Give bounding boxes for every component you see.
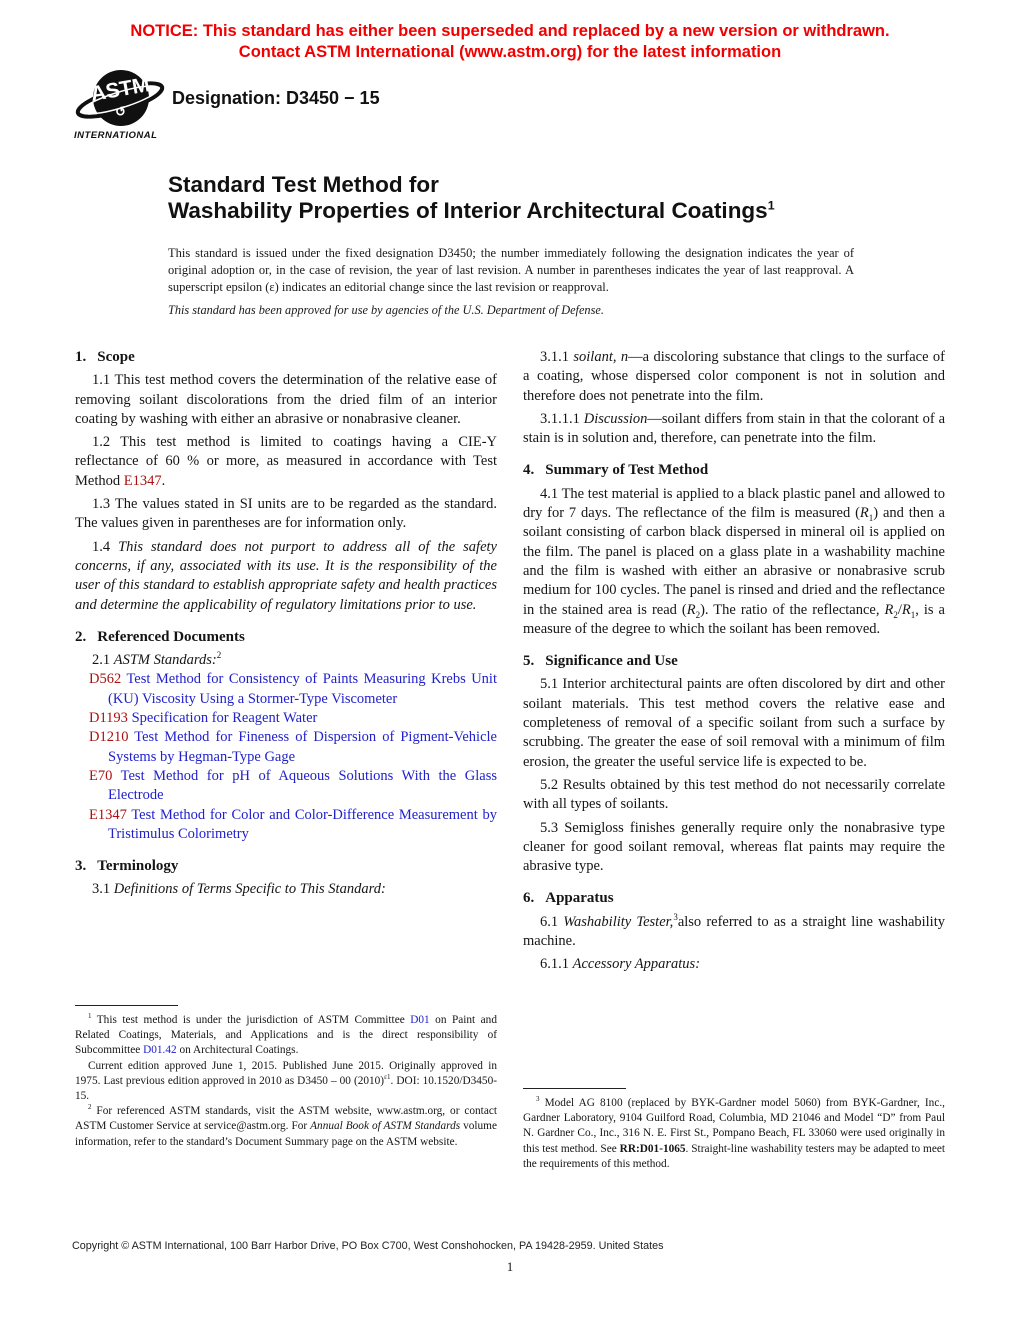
text-run: volume information, refer to the standard’s Document Summary page on the ASTM website. bbox=[75, 1120, 497, 1148]
section-number: 5. bbox=[523, 653, 535, 670]
paragraph bbox=[75, 371, 497, 429]
designation-label: Designation: D3450 − 15 bbox=[172, 88, 380, 108]
astm-logo bbox=[74, 68, 174, 141]
astm-globe-icon bbox=[74, 68, 170, 132]
text-run: 6.1.1 bbox=[540, 956, 573, 973]
text-run: RR:D01-1065 bbox=[619, 1142, 686, 1155]
text-run: 1 bbox=[88, 1012, 92, 1021]
section-number: 3. bbox=[75, 858, 87, 875]
text-run: R bbox=[884, 601, 894, 618]
paragraph bbox=[523, 675, 945, 771]
section-title: Apparatus bbox=[545, 890, 614, 907]
footnotes-left bbox=[75, 1005, 497, 1150]
footnote bbox=[75, 1059, 497, 1105]
standard-link[interactable]: Test Method for pH of Aqueous Solutions With the Glass Electrode bbox=[108, 767, 497, 804]
text-run: Annual Book of ASTM Standards bbox=[310, 1120, 461, 1133]
text-run: 2 bbox=[88, 1103, 92, 1112]
section-title: Terminology bbox=[97, 858, 179, 875]
standard-link[interactable]: E70 bbox=[89, 767, 113, 784]
section-title: Scope bbox=[97, 349, 135, 365]
text-run: 1.3 The values stated in SI units are to be regarded as the standard. The values given in parentheses are for information only. bbox=[75, 496, 497, 532]
text-run: 3 bbox=[673, 911, 678, 922]
section-heading bbox=[523, 889, 945, 908]
section-number: 4. bbox=[523, 462, 535, 479]
reference-item bbox=[75, 670, 497, 709]
section-number: 6. bbox=[523, 890, 535, 907]
text-run: —soilant differs from stain in that the colorant of a stain is in solution and, therefore, can penetrate into the film. bbox=[523, 410, 946, 447]
text-run: . bbox=[161, 472, 166, 489]
reference-item bbox=[75, 806, 497, 845]
text-run: 3.1 bbox=[92, 881, 114, 898]
text-run: —a discoloring substance that clings to the surface of a coating, whose dispersed color component is not in solution and therefore does not penetrate into the film. bbox=[523, 349, 946, 404]
text-run: This standard does not purport to address all of the safety concerns, if any, associated with its use. It is the responsibility of the user of this standard to establish appropriate safety and health practices and determine the applicability of regulatory limitations prior to use. bbox=[75, 538, 497, 613]
section-number: 1. bbox=[75, 349, 87, 365]
text-run: ε1 bbox=[384, 1073, 391, 1082]
footnotes-left-body bbox=[75, 1013, 497, 1150]
document-title bbox=[168, 172, 888, 225]
paragraph bbox=[75, 538, 497, 615]
footnotes-right-body bbox=[523, 1096, 945, 1172]
footnote bbox=[523, 1096, 945, 1172]
issuance-paragraph: This standard is issued under the fixed designation D3450; the number immediately following the designation indicates the year of original adoption or, in the case of revision, the year of last revision. A number in parentheses indicates the year of last reapproval. A superscript epsilon (ε) indicates an editorial change since the last revision or reapproval. bbox=[168, 246, 854, 295]
paragraph bbox=[523, 776, 945, 815]
text-run: 5.3 Semigloss finishes generally require only the nonabrasive type cleaner for good soilant removal, whereas flat paints may require the abrasive type. bbox=[523, 819, 945, 875]
logo-letters: ASTM bbox=[88, 73, 152, 107]
standard-link[interactable]: Specification for Reagent Water bbox=[127, 710, 318, 727]
logo-subtitle: INTERNATIONAL bbox=[74, 130, 158, 141]
text-run: For referenced ASTM standards, visit the ASTM website, www.astm.org, or contact ASTM Customer Service at service@astm.org. For bbox=[75, 1105, 497, 1133]
text-run: 1.1 This test method covers the determination of the relative ease of removing soilant discolorations from the dried film of an interior coating by washing with either an abrasive or nonabrasive cleaner. bbox=[75, 372, 497, 427]
footnote bbox=[75, 1013, 497, 1059]
text-run: This test method is under the jurisdiction of ASTM Committee bbox=[91, 1014, 411, 1026]
paragraph bbox=[75, 880, 497, 899]
text-run: Discussion bbox=[583, 410, 648, 427]
text-run: 1 bbox=[868, 512, 874, 523]
dod-approval-line: This standard has been approved for use by agencies of the U.S. Department of Defense. bbox=[168, 303, 604, 317]
title-line-1: Standard Test Method for bbox=[168, 172, 439, 197]
left-column bbox=[75, 348, 497, 900]
text-run: 1.2 This test method is limited to coatings having a CIE-Y reflectance of 60 % or more, as measured in accordance with Test Method bbox=[75, 434, 497, 489]
standard-link[interactable]: Test Method for Consistency of Paints Measuring Krebs Unit (KU) Viscosity Using a Stormer-Type Viscometer bbox=[108, 671, 497, 707]
section-title: Significance and Use bbox=[545, 653, 678, 670]
paragraph bbox=[523, 348, 945, 406]
reference-item bbox=[75, 767, 497, 806]
reference-item bbox=[75, 709, 497, 728]
section-heading bbox=[523, 461, 945, 480]
text-run: 3.1.1.1 bbox=[540, 410, 584, 427]
paragraph bbox=[523, 819, 945, 877]
standard-link[interactable]: D1210 bbox=[89, 729, 129, 746]
text-run: 2 bbox=[216, 650, 222, 661]
text-run: 3.1.1 bbox=[540, 349, 574, 365]
text-run: ASTM Standards: bbox=[113, 652, 217, 669]
text-run: 2 bbox=[893, 609, 898, 620]
paragraph bbox=[75, 495, 497, 534]
standard-link[interactable]: Test Method for Color and Color-Difference Measurement by Tristimulus Colorimetry bbox=[108, 806, 497, 842]
text-run: 2 bbox=[695, 609, 701, 620]
text-run: R bbox=[901, 601, 911, 618]
reference-item bbox=[75, 728, 497, 767]
standard-link[interactable]: E1347 bbox=[123, 472, 162, 489]
text-run: 5.2 Results obtained by this test method do not necessarily correlate with all types of soilants. bbox=[523, 776, 945, 813]
footnote-rule bbox=[523, 1088, 626, 1089]
text-run: 1.4 bbox=[92, 538, 119, 555]
text-run: 4.1 The test material is applied to a black plastic panel and allowed to dry for 7 days. The reflectance of the film is measured ( bbox=[523, 485, 945, 522]
paragraph bbox=[523, 485, 945, 639]
paragraph bbox=[75, 433, 497, 491]
text-run: R bbox=[686, 601, 696, 618]
text-run: also referred to as a straight line washability machine. bbox=[523, 913, 945, 950]
text-run: on Paint and Related Coatings, Materials, and Applications and is the direct responsibility of Subcommittee bbox=[75, 1014, 497, 1057]
standard-link[interactable]: D562 bbox=[89, 671, 122, 688]
standard-link[interactable]: D1193 bbox=[89, 710, 128, 727]
footnotes-right bbox=[523, 1088, 945, 1172]
text-run: Accessory Apparatus: bbox=[572, 956, 701, 973]
footnote-rule bbox=[75, 1005, 178, 1006]
text-run: R bbox=[859, 505, 869, 522]
text-run: soilant, n bbox=[573, 349, 629, 365]
text-run: Model AG 8100 (replaced by BYK-Gardner model 5060) from BYK-Gardner, Inc., Gardner Laboratory, 9104 Guilford Road, Columbia, MD 21046 and Model “D” from Paul N. Gardner Co., Inc., 316 N. E. First St., Pompano Beach, FL 33060 were used originally in this test method. See bbox=[523, 1097, 945, 1155]
text-run: / bbox=[897, 601, 902, 618]
section-number: 2. bbox=[75, 628, 87, 645]
text-run: ) and then a soilant consisting of carbon black dispersed in mineral oil is applied on the film. The panel is placed on a glass plate in a washability machine and the film is washed with either an abrasive or nonabrasive scrub medium for 100 cycles. The panel is rinsed and dried and the reflectance in the stained area is read ( bbox=[523, 505, 945, 618]
section-heading bbox=[75, 857, 497, 876]
paragraph bbox=[75, 651, 497, 670]
text-run: Current edition approved June 1, 2015. Published June 2015. Originally approved in 1975. Last previous edition approved in 2010 as D3450 – 00 (2010) bbox=[75, 1059, 497, 1087]
superseded-notice bbox=[0, 21, 1020, 63]
title-footnote-marker: 1 bbox=[767, 198, 775, 213]
text-run: 2.1 bbox=[92, 652, 114, 669]
text-run: , is a measure of the degree to which the soilant has been removed. bbox=[523, 601, 945, 637]
standard-link[interactable]: D01.42 bbox=[143, 1044, 177, 1057]
text-run: 3 bbox=[536, 1095, 540, 1104]
text-run: . DOI: 10.1520/D3450-15. bbox=[75, 1074, 497, 1103]
right-column bbox=[523, 348, 945, 975]
paragraph bbox=[523, 410, 945, 449]
text-run: 5.1 Interior architectural paints are often discolored by dirt and other soilant materials. This test method covers the relative ease and completeness of removal of a specific soilant from such a surface by scrubbing. The greater the ease of soil removal with a minimum of film erosion, the greater the useful service life is expected to be. bbox=[523, 676, 945, 770]
text-run: 6.1 bbox=[540, 913, 564, 930]
copyright-line: Copyright © ASTM International, 100 Barr Harbor Drive, PO Box C700, West Conshohocken, PA 19428-2959. United States bbox=[72, 1240, 664, 1252]
text-run: 1 bbox=[910, 609, 916, 620]
title-line-2: Washability Properties of Interior Architectural Coatings$^1$ bbox=[168, 198, 775, 224]
notice-line-1: NOTICE: This standard has either been superseded and replaced by a new version or withdrawn. bbox=[130, 22, 890, 40]
section-title: Summary of Test Method bbox=[545, 462, 709, 479]
footnote bbox=[75, 1104, 497, 1150]
text-run: Definitions of Terms Specific to This Standard: bbox=[113, 881, 386, 898]
section-heading bbox=[523, 652, 945, 671]
standard-link[interactable]: D01 bbox=[410, 1014, 430, 1026]
standard-link[interactable]: E1347 bbox=[89, 806, 127, 823]
text-run: ). The ratio of the reflectance, bbox=[700, 601, 885, 618]
paragraph bbox=[523, 955, 945, 974]
notice-line-2: Contact ASTM International (www.astm.org) for the latest information bbox=[238, 43, 782, 62]
standard-link[interactable]: Test Method for Fineness of Dispersion of Pigment-Vehicle Systems by Hegman-Type Gage bbox=[108, 729, 497, 765]
text-run: Washability Tester, bbox=[563, 913, 674, 930]
page-number: 1 bbox=[506, 1260, 514, 1274]
svg-text:↺: ↺ bbox=[113, 103, 128, 120]
section-title: Referenced Documents bbox=[97, 628, 245, 645]
section-heading bbox=[75, 348, 497, 367]
section-heading bbox=[75, 628, 497, 647]
text-run: . Straight-line washability testers may be adapted to meet the requirements of this method. bbox=[523, 1142, 945, 1170]
text-run: on Architectural Coatings. bbox=[176, 1044, 299, 1057]
paragraph bbox=[523, 913, 945, 952]
